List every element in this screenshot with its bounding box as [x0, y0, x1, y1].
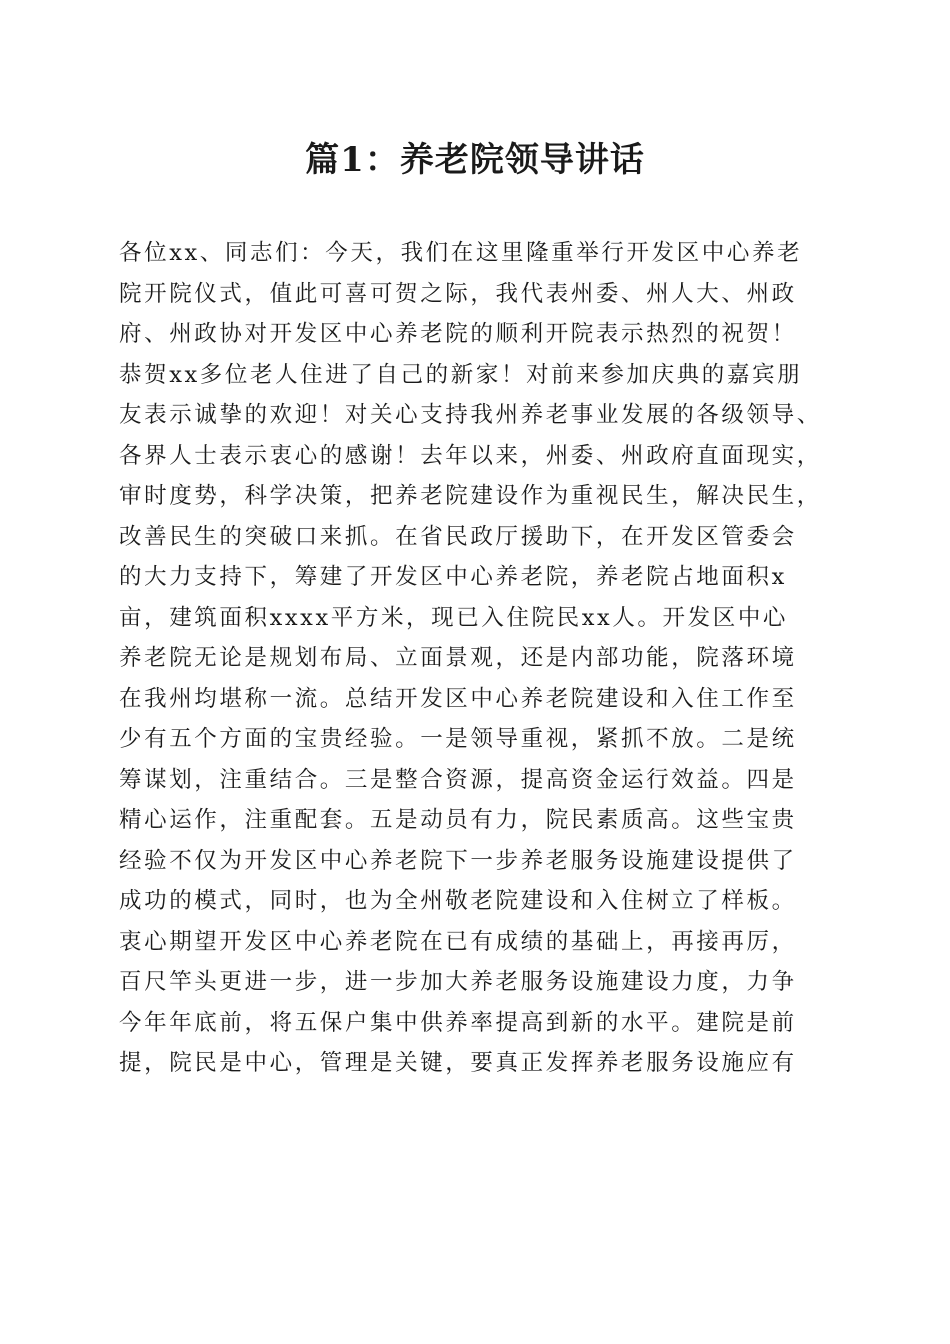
- text-line: 少有五个方面的宝贵经验。一是领导重视，紧抓不放。二是统: [119, 726, 797, 752]
- document-title: 篇1：养老院领导讲话: [305, 140, 645, 180]
- text-line: 的大力支持下，筹建了开发区中心养老院，养老院占地面积x: [119, 564, 787, 590]
- text-line: 成功的模式，同时，也为全州敬老院建设和入住树立了样板。: [119, 888, 797, 914]
- text-line: 改善民生的突破口来抓。在省民政厅援助下，在开发区管委会: [119, 523, 797, 550]
- body-text: [119, 233, 839, 1084]
- text-line: 亩，建筑面积xxxx平方米，现已入住院民xx人。开发区中心: [119, 604, 789, 631]
- text-line: 恭贺xx多位老人住进了自己的新家！对前来参加庆典的嘉宾朋: [119, 361, 803, 388]
- text-line: 提，院民是中心，管理是关键，要真正发挥养老服务设施应有: [119, 1050, 797, 1076]
- text-line: 精心运作，注重配套。五是动员有力，院民素质高。这些宝贵: [119, 807, 797, 833]
- text-line: 今年年底前，将五保户集中供养率提高到新的水平。建院是前: [119, 1009, 797, 1036]
- text-line: 各界人士表示衷心的感谢！去年以来，州委、州政府直面现实，: [119, 442, 822, 469]
- text-line: 友表示诚挚的欢迎！对关心支持我州养老事业发展的各级领导、: [119, 402, 822, 428]
- text-line: 审时度势，科学决策，把养老院建设作为重视民生，解决民生，: [119, 483, 822, 509]
- text-line: 在我州均堪称一流。总结开发区中心养老院建设和入住工作至: [119, 685, 797, 712]
- text-line: 衷心期望开发区中心养老院在已有成绩的基础上，再接再厉，: [119, 928, 797, 955]
- text-line: 各位xx、同志们：今天，我们在这里隆重举行开发区中心养老: [119, 240, 803, 266]
- text-line: 院开院仪式，值此可喜可贺之际，我代表州委、州人大、州政: [119, 280, 797, 307]
- text-line: 养老院无论是规划布局、立面景观，还是内部功能，院落环境: [119, 645, 797, 671]
- text-line: 经验不仅为开发区中心养老院下一步养老服务设施建设提供了: [119, 847, 797, 874]
- text-line: 筹谋划，注重结合。三是整合资源，提高资金运行效益。四是: [119, 766, 797, 793]
- text-line: 府、州政协对开发区中心养老院的顺利开院表示热烈的祝贺！: [119, 321, 797, 347]
- text-line: 百尺竿头更进一步，进一步加大养老服务设施建设力度，力争: [119, 969, 797, 995]
